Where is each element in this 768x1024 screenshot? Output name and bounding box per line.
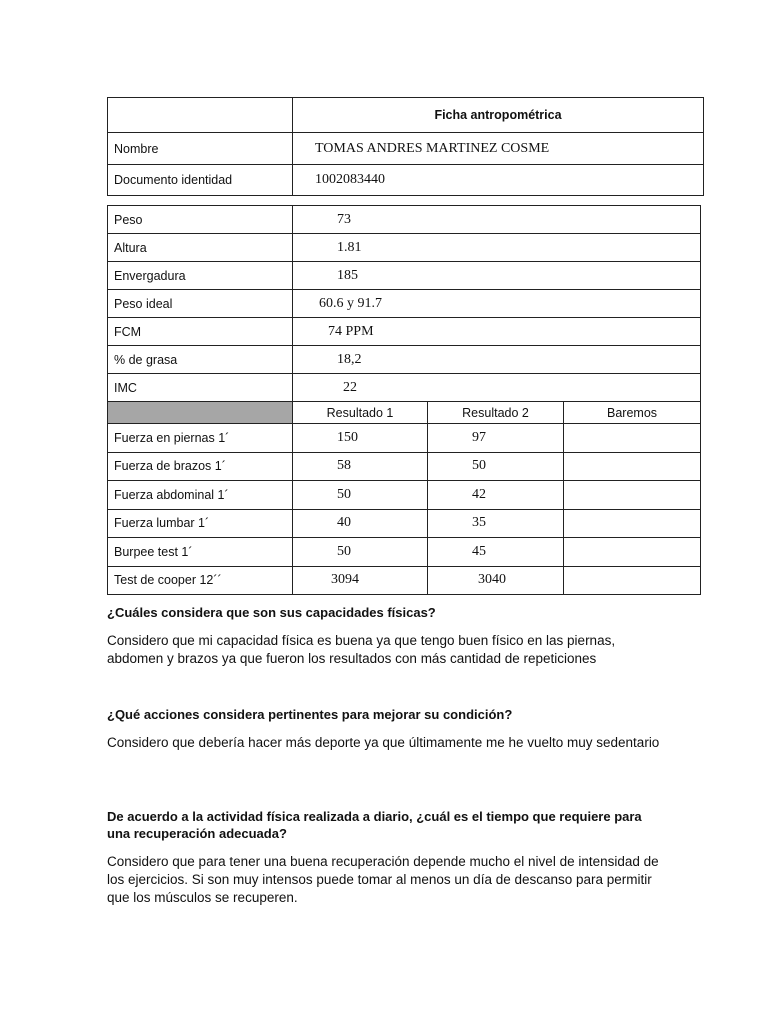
measure-label: FCM	[108, 318, 293, 346]
measures-tests-table	[107, 205, 701, 595]
test-baremos	[564, 566, 701, 595]
measure-label: % de grasa	[108, 346, 293, 374]
resultado-2-header: Resultado 2	[428, 402, 564, 424]
measure-label: Altura	[108, 234, 293, 262]
measure-row	[108, 290, 701, 318]
test-result-2: 97	[428, 424, 564, 453]
test-baremos	[564, 452, 701, 481]
ficha-title: Ficha antropométrica	[293, 98, 704, 133]
test-row	[108, 424, 701, 453]
nombre-value: TOMAS ANDRES MARTINEZ COSME	[293, 133, 704, 165]
test-baremos	[564, 481, 701, 510]
measure-row	[108, 346, 701, 374]
test-row	[108, 509, 701, 538]
test-result-2: 50	[428, 452, 564, 481]
answer-3: Considero que para tener una buena recuperación depende mucho el nivel de intensidad de los ejercicios. Si son muy intensos puede tomar al menos un día de descanso para permitir que los músculos se recuperen.	[107, 854, 659, 905]
test-result-1: 3094	[293, 566, 428, 595]
question-2: ¿Qué acciones considera pertinentes para mejorar su condición?	[107, 707, 513, 722]
measure-value: 22	[293, 374, 701, 402]
tests-header-empty-cell	[108, 402, 293, 424]
test-result-2: 3040	[428, 566, 564, 595]
test-result-2: 42	[428, 481, 564, 510]
test-baremos	[564, 509, 701, 538]
test-result-2: 45	[428, 538, 564, 567]
measure-value: 1.81	[293, 234, 701, 262]
question-1: ¿Cuáles considera que son sus capacidades físicas?	[107, 605, 436, 620]
test-result-1: 150	[293, 424, 428, 453]
resultado-1-header: Resultado 1	[293, 402, 428, 424]
measure-row	[108, 206, 701, 234]
measure-label: Peso ideal	[108, 290, 293, 318]
test-row	[108, 452, 701, 481]
test-result-2: 35	[428, 509, 564, 538]
test-result-1: 50	[293, 538, 428, 567]
measure-value: 73	[293, 206, 701, 234]
measure-label: Envergadura	[108, 262, 293, 290]
measure-label: Peso	[108, 206, 293, 234]
nombre-label: Nombre	[108, 133, 293, 165]
test-row	[108, 566, 701, 595]
test-label: Fuerza lumbar 1´	[108, 509, 293, 538]
header-empty-cell	[108, 98, 293, 133]
test-result-1: 40	[293, 509, 428, 538]
test-label: Fuerza abdominal 1´	[108, 481, 293, 510]
measure-value: 60.6 y 91.7	[293, 290, 701, 318]
answer-1: Considero que mi capacidad física es buena ya que tengo buen físico en las piernas, abdomen y brazos ya que fueron los resultados con más cantidad de repeticiones	[107, 633, 616, 666]
test-result-1: 58	[293, 452, 428, 481]
question-3: De acuerdo a la actividad física realizada a diario, ¿cuál es el tiempo que requiere para una recuperación adecuada?	[107, 809, 642, 841]
measure-label: IMC	[108, 374, 293, 402]
test-label: Burpee test 1´	[108, 538, 293, 567]
measure-value: 185	[293, 262, 701, 290]
test-result-1: 50	[293, 481, 428, 510]
measure-value: 74 PPM	[293, 318, 701, 346]
test-row	[108, 538, 701, 567]
answer-2: Considero que debería hacer más deporte ya que últimamente me he vuelto muy sedentario	[107, 735, 660, 750]
measure-row	[108, 234, 701, 262]
baremos-header: Baremos	[564, 402, 701, 424]
measure-row	[108, 262, 701, 290]
tests-header-row	[108, 402, 701, 424]
test-baremos	[564, 424, 701, 453]
measure-row	[108, 318, 701, 346]
documento-value: 1002083440	[293, 165, 704, 196]
test-label: Fuerza de brazos 1´	[108, 452, 293, 481]
documento-label: Documento identidad	[108, 165, 293, 196]
measure-value: 18,2	[293, 346, 701, 374]
test-baremos	[564, 538, 701, 567]
test-label: Fuerza en piernas 1´	[108, 424, 293, 453]
test-row	[108, 481, 701, 510]
test-label: Test de cooper 12´´	[108, 566, 293, 595]
ficha-header-table	[107, 97, 704, 196]
measure-row	[108, 374, 701, 402]
